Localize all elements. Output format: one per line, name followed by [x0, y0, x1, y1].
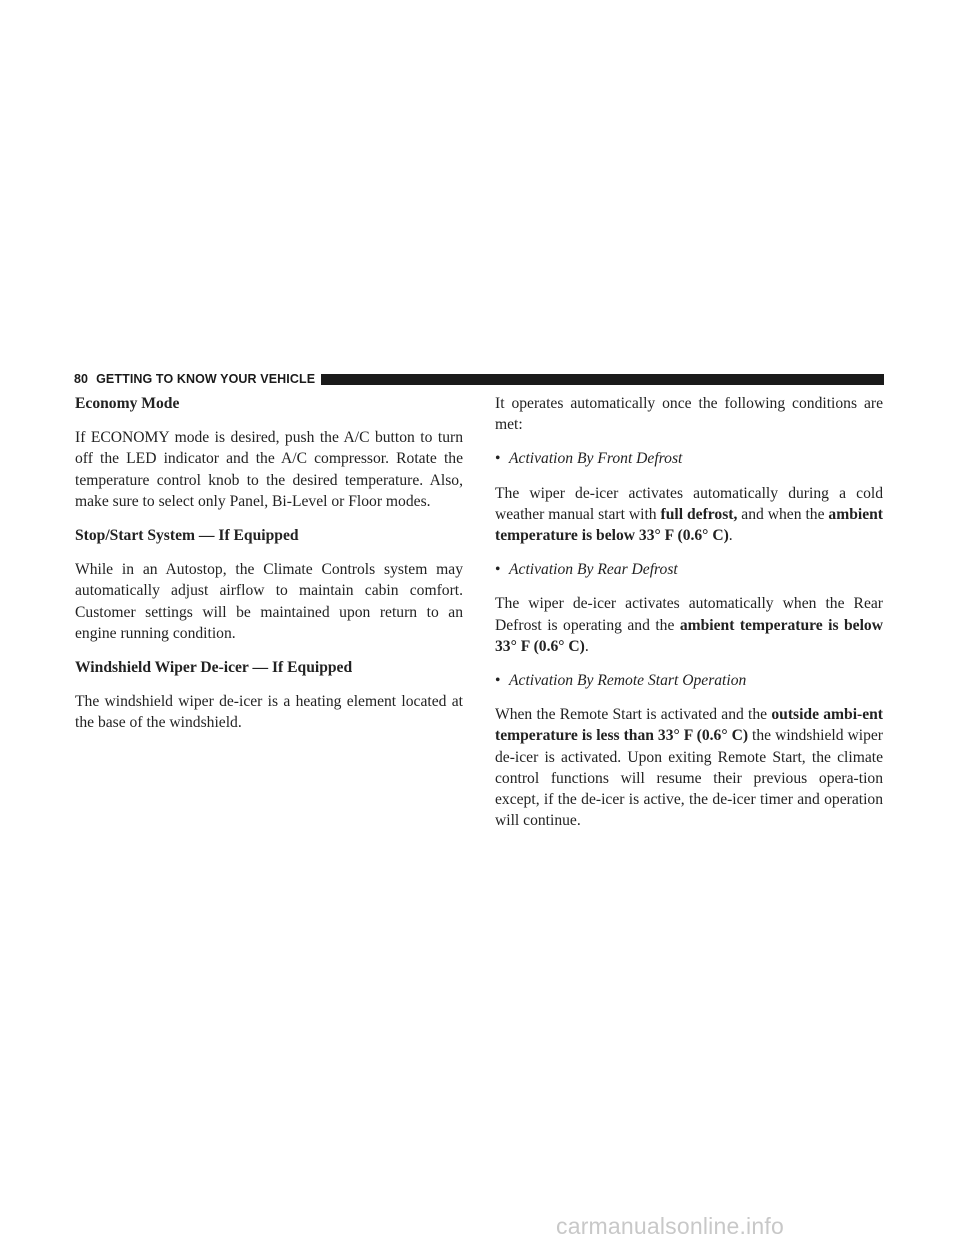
wiper-deicer-paragraph: The windshield wiper de-icer is a heating element located at the base of the windshield.: [75, 693, 463, 732]
bullet-front-defrost: [495, 448, 883, 469]
rear-text-b: .: [584, 637, 589, 655]
economy-mode-heading: Economy Mode: [75, 395, 180, 412]
stop-start-heading: Stop/Start System — If Equipped: [75, 527, 299, 545]
bullet-front-defrost-label: Activation By Front Defrost: [509, 450, 683, 468]
bullet-remote-start-label: Activation By Remote Start Operation: [509, 672, 747, 690]
remote-text-a: When the Remote Start is activated and the: [495, 706, 772, 724]
page-header: [74, 371, 884, 387]
conditions-intro: It operates automatically once the following conditions are met:: [495, 395, 883, 434]
left-column: [75, 393, 463, 747]
remote-start-paragraph: [495, 704, 883, 831]
remote-text-b: the windshield wiper de-icer is activated. Upon exiting Remote Start, the climate control functions will resume their previous opera-tion except, if the de-icer is active, the de-icer timer and operation will continue.: [495, 727, 884, 830]
right-column: [495, 393, 883, 844]
bullet-rear-defrost-label: Activation By Rear Defrost: [509, 561, 678, 579]
bullet-rear-defrost: [495, 559, 883, 580]
rear-defrost-paragraph: [495, 593, 883, 657]
front-bold-b: ambient temperature is below 33° F (0.6° C): [495, 505, 883, 545]
front-text-c: .: [728, 527, 733, 545]
wiper-deicer-heading: Windshield Wiper De-icer — If Equipped: [75, 659, 353, 677]
economy-mode-paragraph: If ECONOMY mode is desired, push the A/C button to turn off the LED indicator and the A/C compressor. Rotate the temperature control knob to the desired temperature. Also, make sure to select only Panel, Bi-Level or Floor modes.: [75, 429, 463, 510]
front-defrost-paragraph: [495, 483, 883, 547]
bullet-remote-start: [495, 670, 883, 691]
header-rule: [321, 374, 884, 385]
front-bold-a: full defrost,: [660, 505, 738, 523]
stop-start-paragraph: While in an Autostop, the Climate Controls system may automatically adjust airflow to maintain cabin comfort. Customer settings will be maintained upon return to an engine running condition.: [75, 561, 463, 642]
bullet-dot: •: [495, 672, 501, 690]
bullet-dot: •: [495, 450, 501, 468]
rear-bold: ambient temperature is below 33° F (0.6° C): [495, 616, 883, 655]
page-number: 80: [74, 372, 89, 386]
bullet-dot: •: [495, 561, 501, 579]
rear-text-a: The wiper de-icer activates automatically when the Rear Defrost is operating and the: [495, 595, 883, 634]
front-text-b: and when the: [737, 505, 829, 523]
watermark: carmanualsonline.info: [556, 1213, 784, 1239]
remote-bold: outside ambi-ent temperature is less than 33° F (0.6° C): [495, 706, 884, 745]
front-text-a: The wiper de-icer activates automatically during a cold weather manual start with: [495, 484, 883, 523]
section-title: GETTING TO KNOW YOUR VEHICLE: [96, 372, 316, 386]
